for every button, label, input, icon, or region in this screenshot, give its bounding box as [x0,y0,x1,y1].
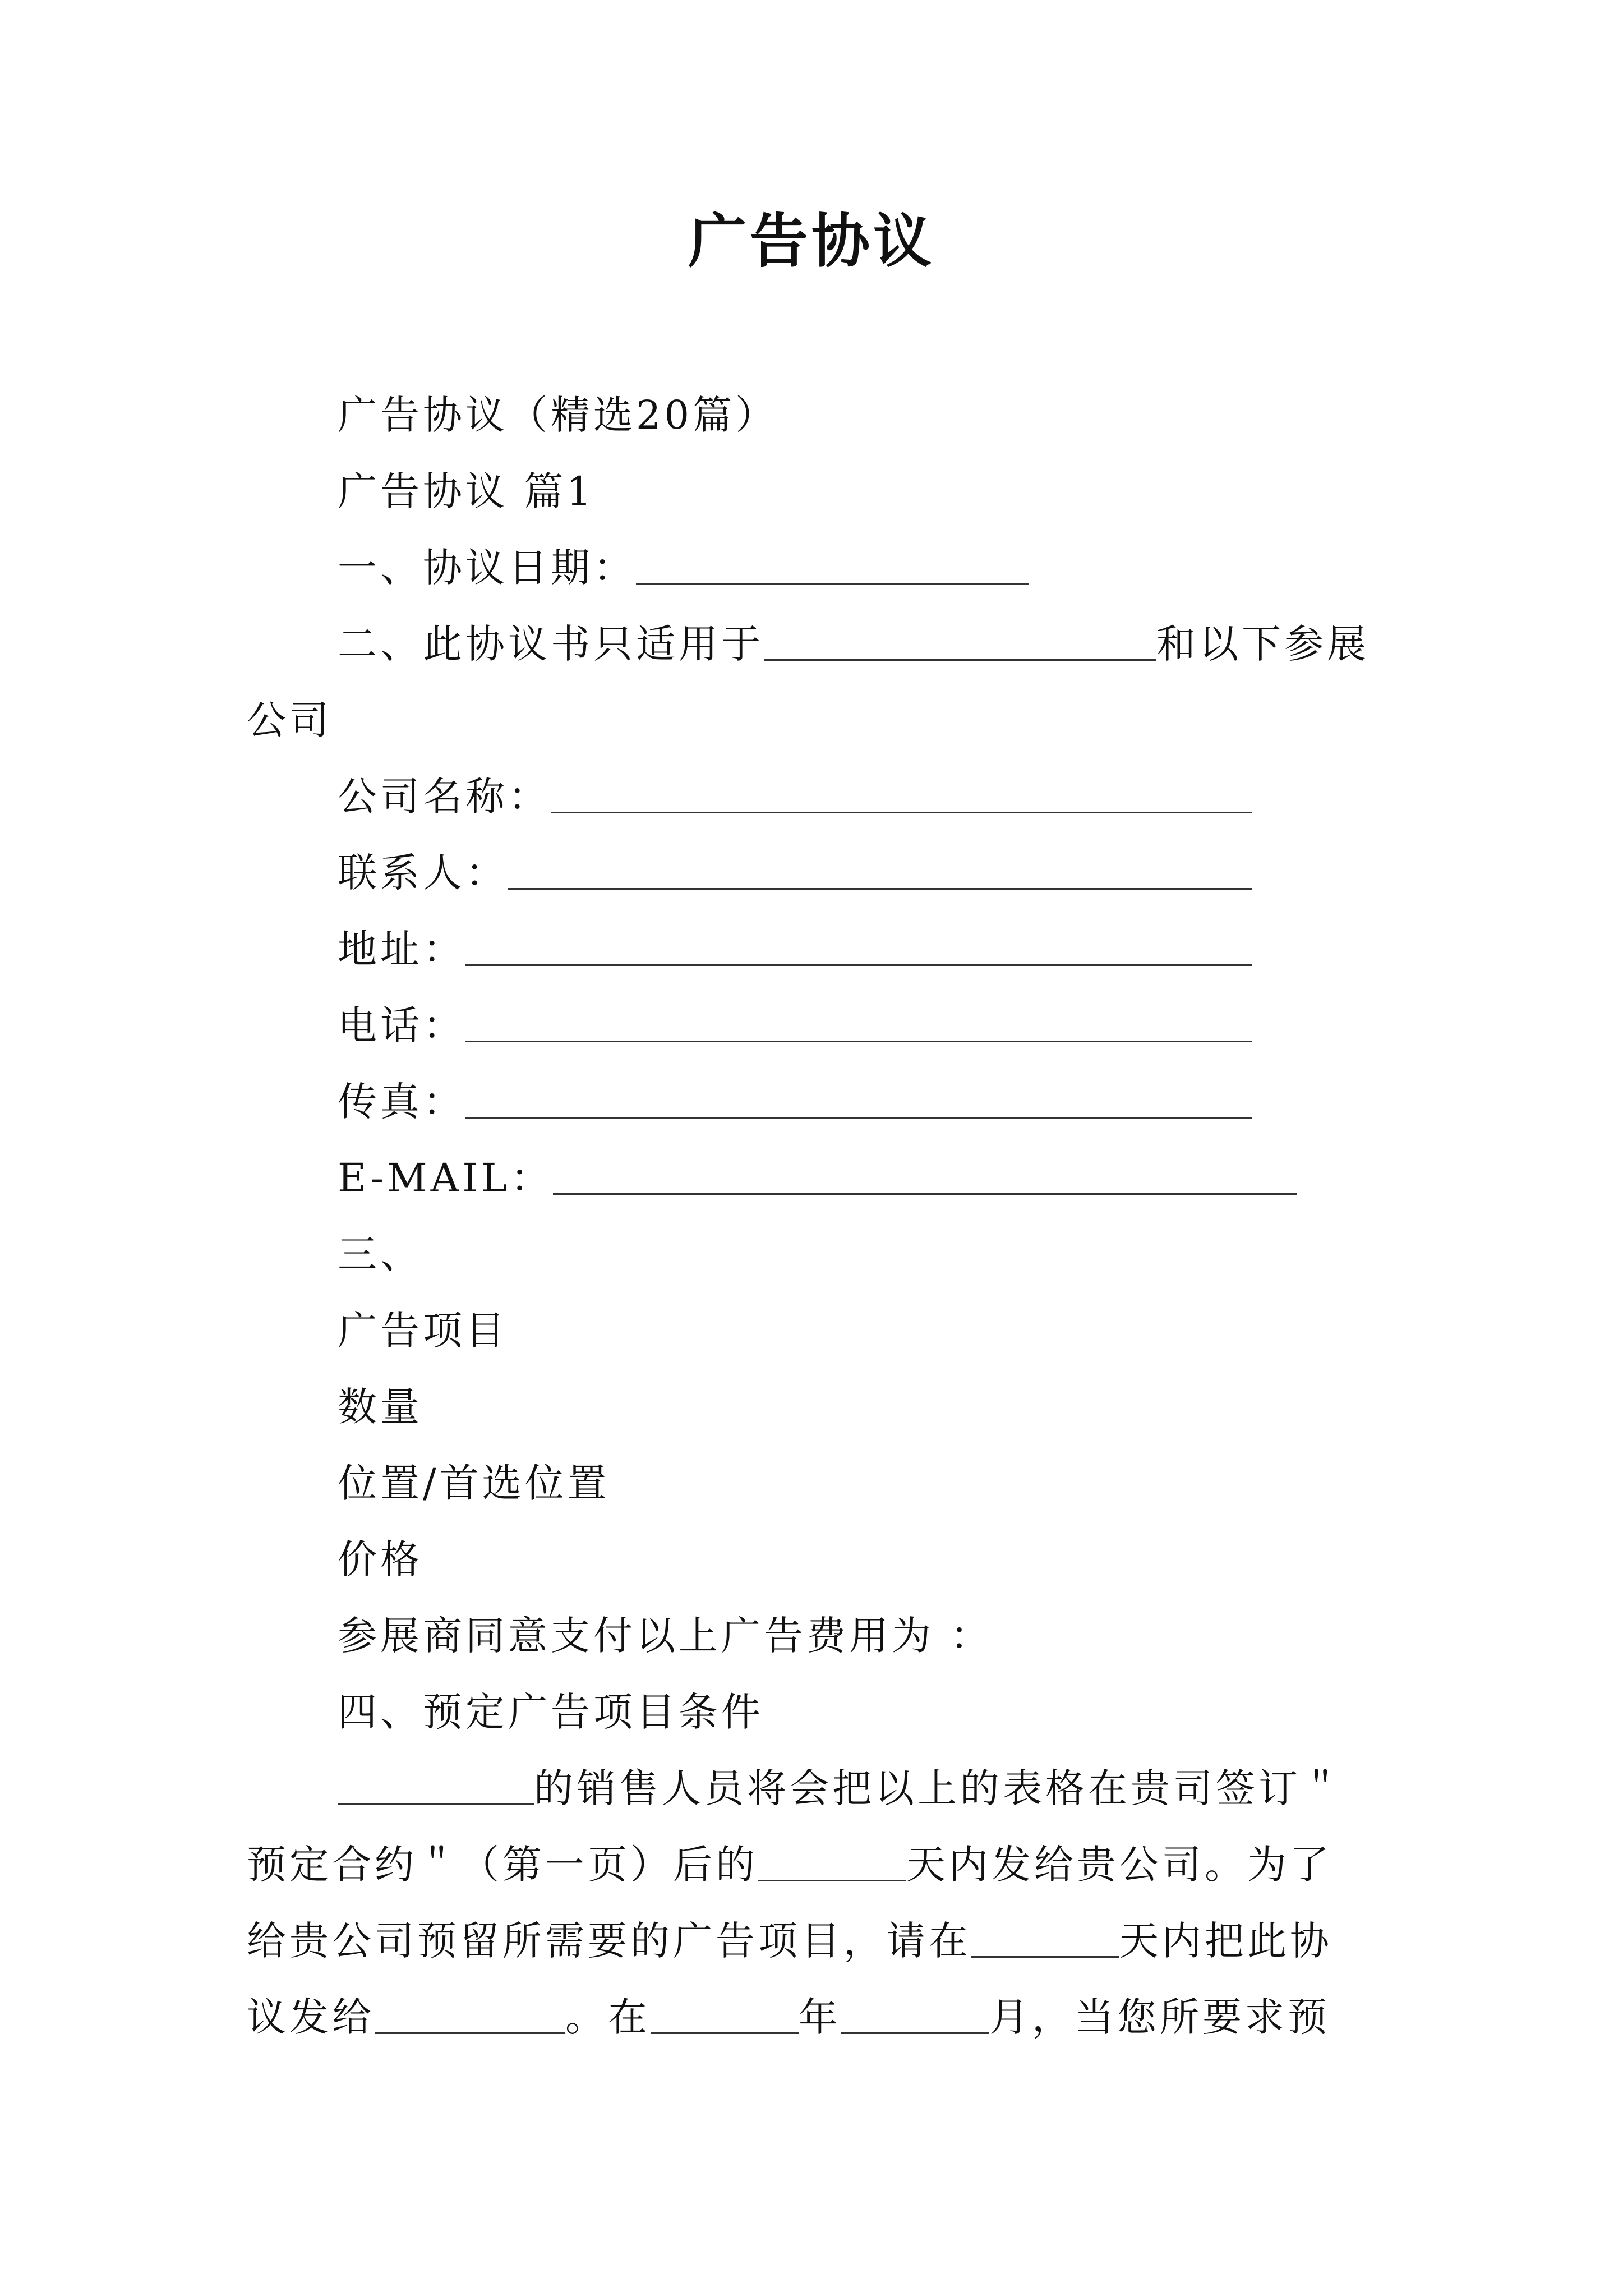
phone-blank[interactable] [465,1004,1252,1042]
phone-label: 电话： [338,1002,465,1048]
company-name-label: 公司名称： [338,774,551,820]
company-name-line [338,769,1252,825]
scope-continuation: 公司 [247,697,332,743]
email-label: E-MAIL： [338,1155,554,1201]
address-line [338,921,1252,977]
paragraph-line-3-text-b: 天内把此协 [1119,1918,1332,1964]
item4-heading: 四、预定广告项目条件 [338,1689,764,1735]
return-days-blank[interactable] [971,1919,1119,1958]
paragraph-line-4-text-d: 月，当您所要求预 [989,1994,1330,2040]
address-label: 地址： [338,926,465,972]
scope-blank[interactable] [764,622,1156,661]
fax-line [338,1074,1252,1130]
company-name-blank[interactable] [551,775,1252,813]
email-line [338,1150,1297,1206]
paragraph-line-3-text-a: 给贵公司预留所需要的广告项目，请在 [247,1918,971,1964]
email-blank[interactable] [553,1156,1297,1195]
fax-label: 传真： [338,1079,465,1125]
section-heading: 广告协议 篇1 [338,468,595,514]
subtitle: 广告协议（精选20篇） [338,392,778,438]
paragraph-line-4 [247,1989,1330,2045]
agreement-date-line [338,540,1029,596]
ad-item-position: 位置/首选位置 [338,1460,610,1506]
address-blank[interactable] [465,927,1252,966]
contact-person-label: 联系人： [338,850,508,896]
month-blank[interactable] [841,1995,989,2034]
scope-text-b: 和以下参展 [1156,621,1370,667]
paragraph-line-1-text: 的销售人员将会把以上的表格在贵司签订＂ [534,1765,1344,1811]
agreement-date-label: 一、协议日期： [338,545,636,591]
paragraph-line-4-text-c: 年 [799,1994,841,2040]
send-days-blank[interactable] [758,1843,906,1881]
paragraph-line-2-text-b: 天内发给贵公司。为了 [906,1842,1332,1888]
item3-label: 三、 [338,1231,423,1277]
paragraph-line-1 [338,1760,1344,1816]
year-blank[interactable] [651,1995,799,2034]
paragraph-line-4-text-a: 议发给 [247,1994,375,2040]
fee-statement: 参展商同意支付以上广告费用为 ： [338,1613,993,1659]
ad-item-project: 广告项目 [338,1308,508,1354]
contact-person-blank[interactable] [508,851,1252,890]
ad-item-quantity: 数量 [338,1384,423,1430]
recipient-blank[interactable] [375,1995,565,2034]
fax-blank[interactable] [465,1080,1252,1119]
ad-item-price: 价格 [338,1536,423,1582]
agreement-date-blank[interactable] [636,546,1029,585]
paragraph-line-2-text-a: 预定合约＂（第一页）后的 [247,1842,758,1888]
scope-text-a: 二、此协议书只适用于 [338,621,764,667]
contact-person-line [338,845,1252,901]
paragraph-line-2 [247,1837,1332,1893]
document-title: 广告协议 [688,206,935,275]
phone-line [338,997,1252,1053]
scope-line [338,616,1370,672]
paragraph-line-3 [247,1913,1332,1969]
sales-company-blank[interactable] [338,1766,534,1805]
paragraph-line-4-text-b: 。在 [565,1994,651,2040]
